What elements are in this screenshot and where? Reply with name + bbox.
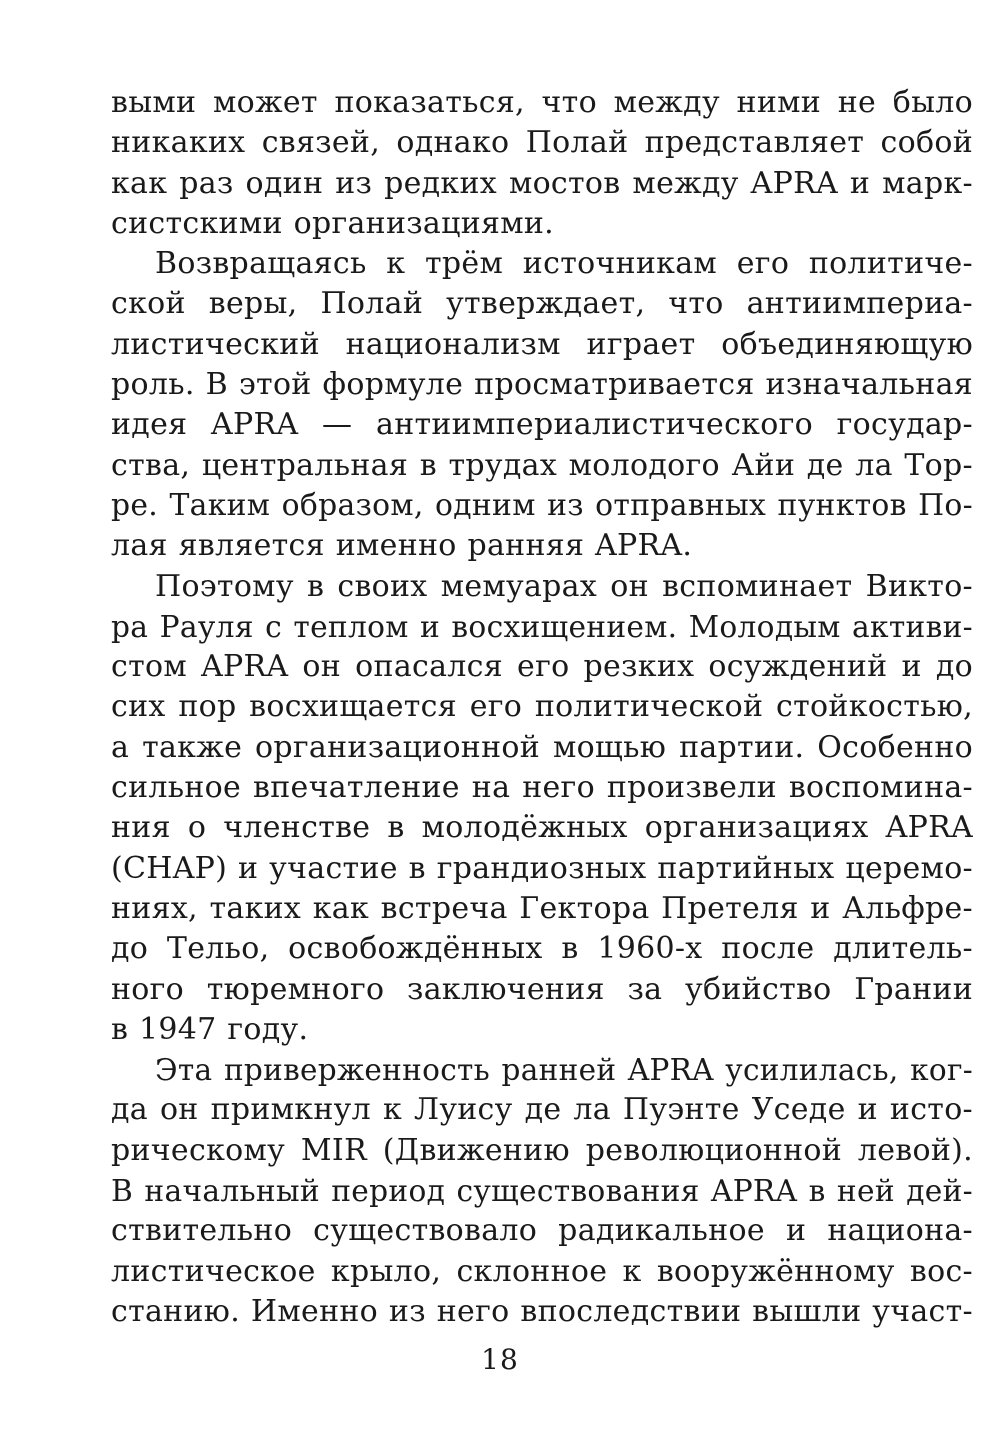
text-line: ствительно существовало радикальное и национа- <box>111 1213 973 1249</box>
text-line: станию. Именно из него впоследствии вышли участ- <box>111 1293 973 1329</box>
paragraph-1 <box>111 83 973 244</box>
text-line: никаких связей, однако Полай представляет собой <box>111 125 973 161</box>
text-line: ре. Таким образом, одним из отправных пунктов По- <box>111 487 973 523</box>
text-line: листический национализм играет объединяющую <box>111 326 973 362</box>
text-line: ра Рауля с теплом и восхищением. Молодым активи- <box>111 608 973 644</box>
text-line: Поэтому в своих мемуарах он вспоминает Викто- <box>155 568 973 604</box>
text-line: Эта приверженность ранней APRA усилилась, ког- <box>155 1053 973 1088</box>
text-line: ства, центральная в трудах молодого Айи де ла Тор- <box>111 447 973 483</box>
page-number: 18 <box>481 1343 519 1376</box>
text-line: сильное впечатление на него произвели воспомина- <box>111 770 973 806</box>
text-line: систскими организациями. <box>111 205 554 241</box>
text-line: листическое крыло, склонное к вооружённому вос- <box>111 1253 973 1289</box>
body-text <box>111 83 973 1332</box>
text-line: стом APRA он опасался его резких осуждений и до <box>111 649 973 685</box>
text-line: ного тюремного заключения за убийство Грании <box>111 971 973 1007</box>
paragraph-3 <box>111 567 973 1051</box>
text-line: лая является именно ранняя APRA. <box>111 528 693 564</box>
paragraph-2 <box>111 244 973 566</box>
text-line: В начальный период существования APRA в ней дей- <box>111 1173 973 1209</box>
text-line: рическому MIR (Движению революционной левой). <box>111 1132 973 1168</box>
text-line: да он примкнул к Луису де ла Пуэнте Уседе и исто- <box>111 1092 973 1128</box>
text-line: ния о членстве в молодёжных организациях APRA <box>111 810 973 846</box>
text-line: выми может показаться, что между ними не было <box>111 85 973 120</box>
text-line: в 1947 году. <box>111 1011 309 1047</box>
text-line: а также организационной мощью партии. Особенно <box>111 729 973 765</box>
text-line: роль. В этой формуле просматривается изначальная <box>111 367 973 403</box>
text-line: до Тельо, освобождённых в 1960-х после длитель- <box>111 931 973 967</box>
text-line: ской веры, Полай утверждает, что антиимпериа- <box>111 286 973 322</box>
text-line: идея APRA — антиимпериалистического государ- <box>111 407 973 443</box>
text-line: Возвращаясь к трём источникам его политиче- <box>155 246 973 282</box>
text-line: (CHAP) и участие в грандиозных партийных церемо- <box>111 850 973 886</box>
text-line: как раз один из редких мостов между APRA и марк- <box>111 165 973 201</box>
text-line: сих пор восхищается его политической стойкостью, <box>111 689 973 725</box>
text-line: ниях, таких как встреча Гектора Претеля и Альфре- <box>111 890 973 926</box>
paragraph-4 <box>111 1050 973 1332</box>
